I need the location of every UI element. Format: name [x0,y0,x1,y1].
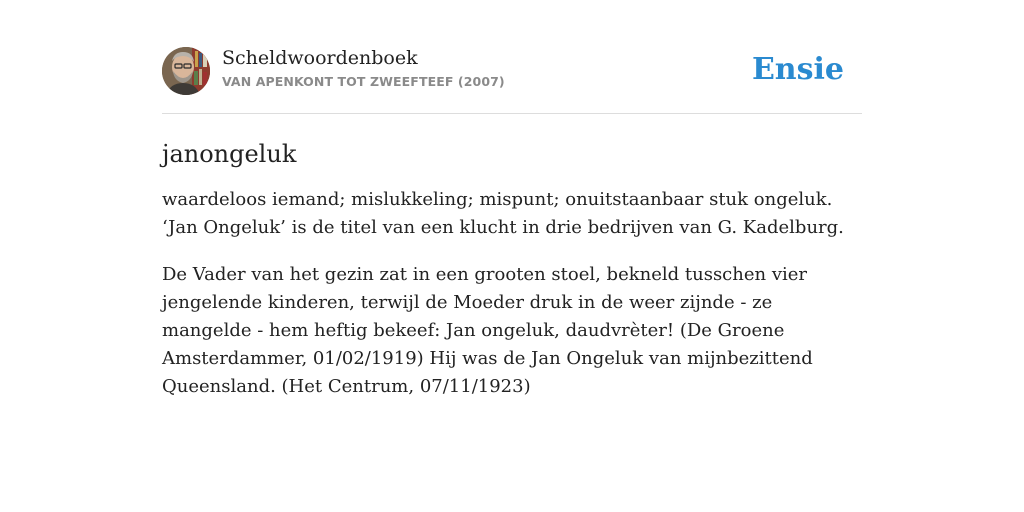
source-header [162,46,862,114]
entry-term: janongeluk [162,140,297,168]
entry-definition: waardeloos iemand; mislukkeling; mispunt; onuitstaanbaar stuk ongeluk. ‘Jan Ongeluk’ is de titel van een klucht in drie bedrijven van G. Kadelburg. [162,189,844,238]
avatar-photo-icon [162,47,210,95]
entry-citations: De Vader van het gezin zat in een grooten stoel, bekneld tusschen vier jengelende kinderen, terwijl de Moeder druk in de weer zijnde - ze mangelde - hem heftig bekeef: Jan ongeluk, daudvrèter! (De Groene Amsterdammer, 01/02/1919) Hij was de Jan Ongeluk van mijnbezittend Queensland. (Het Centrum, 07/11/1923) [162,264,813,397]
author-avatar[interactable] [162,47,210,95]
ensie-logo[interactable]: Ensie [751,52,844,87]
entry-card [162,46,862,401]
source-title[interactable]: Scheldwoordenboek [222,47,418,69]
source-subtitle: VAN APENKONT TOT ZWEEFTEEF (2007) [222,74,505,89]
